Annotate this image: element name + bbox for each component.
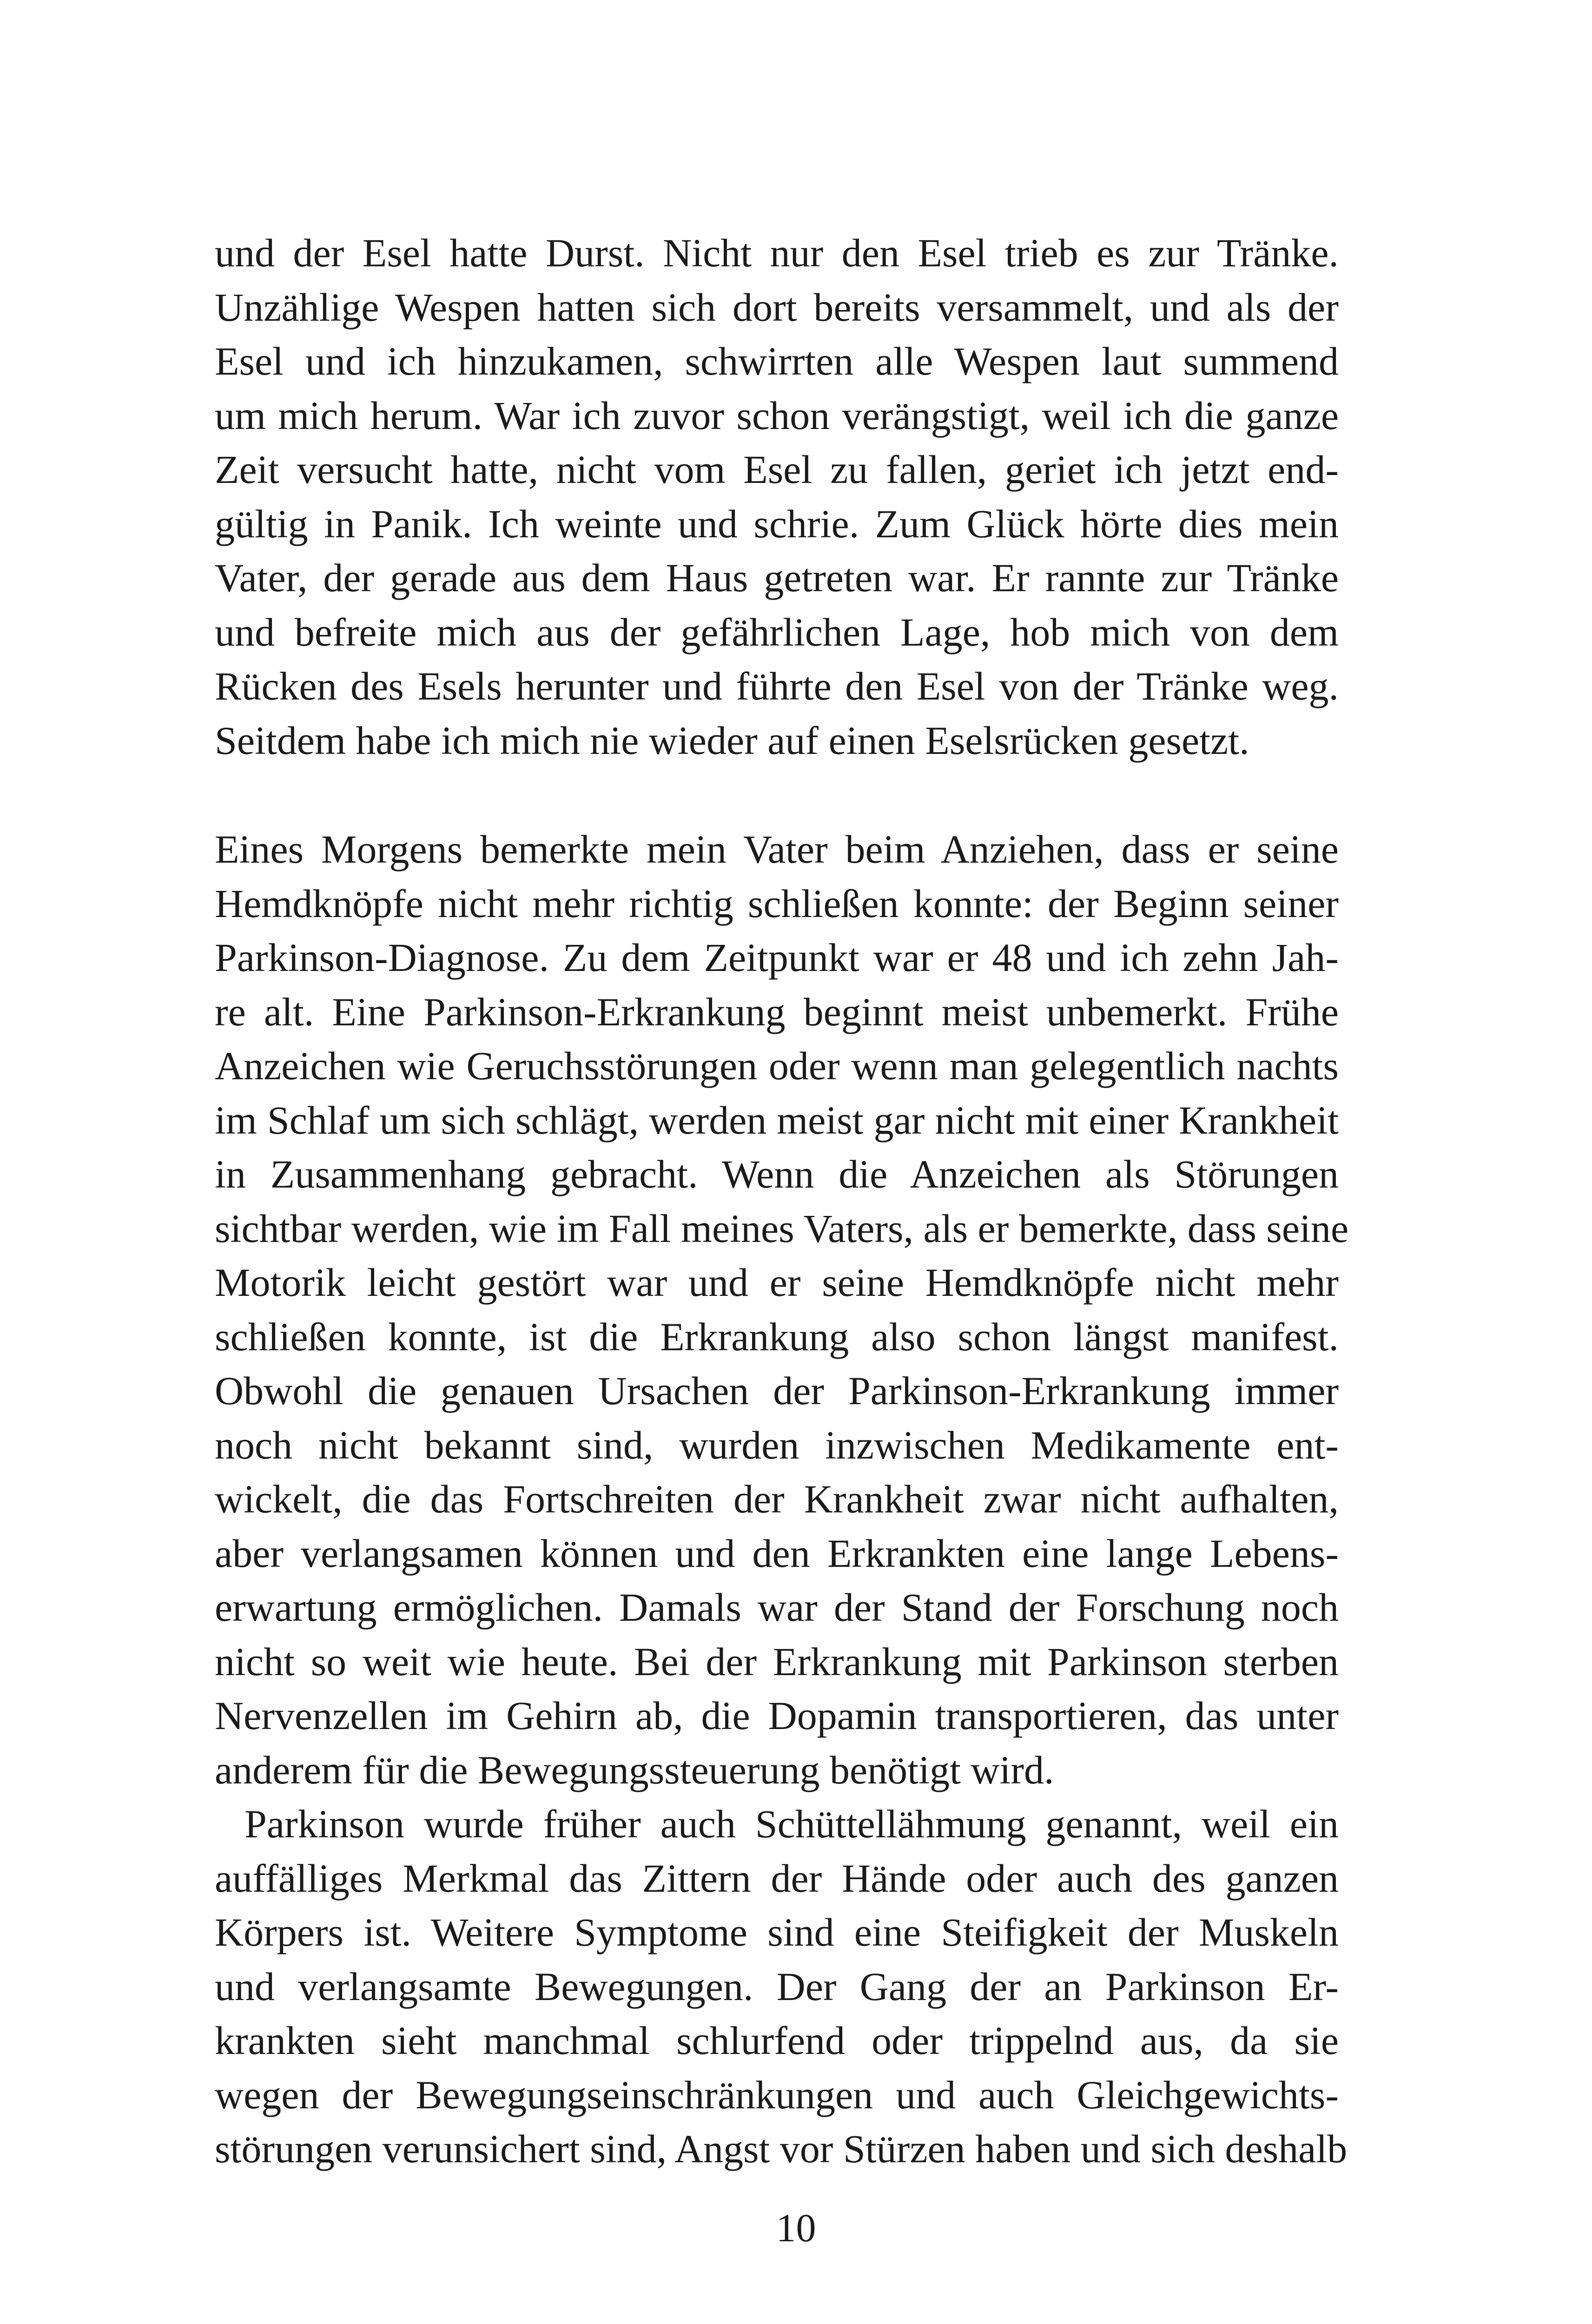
text-line: Unzählige Wespen hatten sich dort bereits versammelt, und als der	[215, 284, 1339, 330]
text-line: re alt. Eine Parkinson-Erkrankung beginnt meist unbemerkt. Frühe	[215, 989, 1339, 1034]
text-line: und befreite mich aus der gefährlichen Lage, hob mich von dem	[215, 609, 1339, 654]
text-line: störungen verunsichert sind, Angst vor Stürzen haben und sich deshalb	[215, 2126, 1348, 2171]
paragraph-gap	[215, 767, 1339, 822]
text-line: erwartung ermöglichen. Damals war der Stand der Forschung noch	[215, 1585, 1339, 1630]
text-line: und der Esel hatte Durst. Nicht nur den Esel trieb es zur Tränke.	[215, 231, 1339, 275]
paragraph-1	[215, 226, 1339, 767]
text-line: krankten sieht manchmal schlurfend oder trippelnd aus, da sie	[215, 2018, 1339, 2063]
text-line: Zeit versucht hatte, nicht vom Esel zu fallen, geriet ich jetzt end-	[215, 447, 1339, 492]
text-line: Esel und ich hinzukamen, schwirrten alle Wespen laut summend	[215, 339, 1339, 383]
text-line: und verlangsamte Bewegungen. Der Gang der an Parkinson Er-	[215, 1964, 1339, 2009]
text-line: Seitdem habe ich mich nie wieder auf einen Eselsrücken gesetzt.	[215, 718, 1249, 763]
text-line: Körpers ist. Weitere Symptome sind eine Steifigkeit der Muskeln	[215, 1910, 1339, 1954]
text-line: Obwohl die genauen Ursachen der Parkinson-Erkrankung immer	[215, 1368, 1339, 1413]
text-line: noch nicht bekannt sind, wurden inzwischen Medikamente ent-	[215, 1422, 1339, 1467]
text-line: Parkinson-Diagnose. Zu dem Zeitpunkt war er 48 und ich zehn Jah-	[215, 935, 1339, 980]
text-line: wegen der Bewegungseinschränkungen und auch Gleichgewichts-	[215, 2072, 1339, 2117]
text-line: Eines Morgens bemerkte mein Vater beim Anziehen, dass er seine	[215, 827, 1339, 872]
text-line: in Zusammenhang gebracht. Wenn die Anzeichen als Störungen	[215, 1152, 1339, 1196]
text-line: wickelt, die das Fortschreiten der Krankheit zwar nicht aufhalten,	[215, 1477, 1339, 1521]
text-line: gültig in Panik. Ich weinte und schrie. Zum Glück hörte dies mein	[215, 501, 1339, 546]
text-line: im Schlaf um sich schlägt, werden meist gar nicht mit einer Krankheit	[215, 1097, 1339, 1142]
text-line: um mich herum. War ich zuvor schon verängstigt, weil ich die ganze	[215, 393, 1339, 438]
text-line: auffälliges Merkmal das Zittern der Hände oder auch des ganzen	[215, 1855, 1339, 1901]
text-line: aber verlangsamen können und den Erkrankten eine lange Lebens-	[215, 1531, 1339, 1576]
text-line: Vater, der gerade aus dem Haus getreten war. Er rannte zur Tränke	[215, 555, 1339, 600]
paragraph-2	[215, 822, 1349, 1797]
text-line: sichtbar werden, wie im Fall meines Vaters, als er bemerkte, dass seine	[215, 1206, 1349, 1251]
page-number: 10	[776, 2205, 816, 2250]
text-line: Nervenzellen im Gehirn ab, die Dopamin transportieren, das unter	[215, 1693, 1339, 1738]
body-text	[215, 226, 1349, 2176]
text-line: anderem für die Bewegungssteuerung benötigt wird.	[215, 1747, 1054, 1792]
text-line: Anzeichen wie Geruchsstörungen oder wenn man gelegentlich nachts	[215, 1043, 1339, 1088]
text-line: schließen konnte, ist die Erkrankung also schon längst manifest.	[215, 1314, 1339, 1359]
text-line: Hemdknöpfe nicht mehr richtig schließen konnte: der Beginn seiner	[215, 881, 1339, 926]
text-line: Motorik leicht gestört war und er seine Hemdknöpfe nicht mehr	[215, 1260, 1339, 1305]
paragraph-3	[215, 1797, 1348, 2176]
text-line: nicht so weit wie heute. Bei der Erkrankung mit Parkinson sterben	[215, 1639, 1339, 1684]
text-line: Parkinson wurde früher auch Schüttellähmung genannt, weil ein	[244, 1802, 1339, 1846]
text-line: Rücken des Esels herunter und führte den Esel von der Tränke weg.	[215, 664, 1339, 708]
